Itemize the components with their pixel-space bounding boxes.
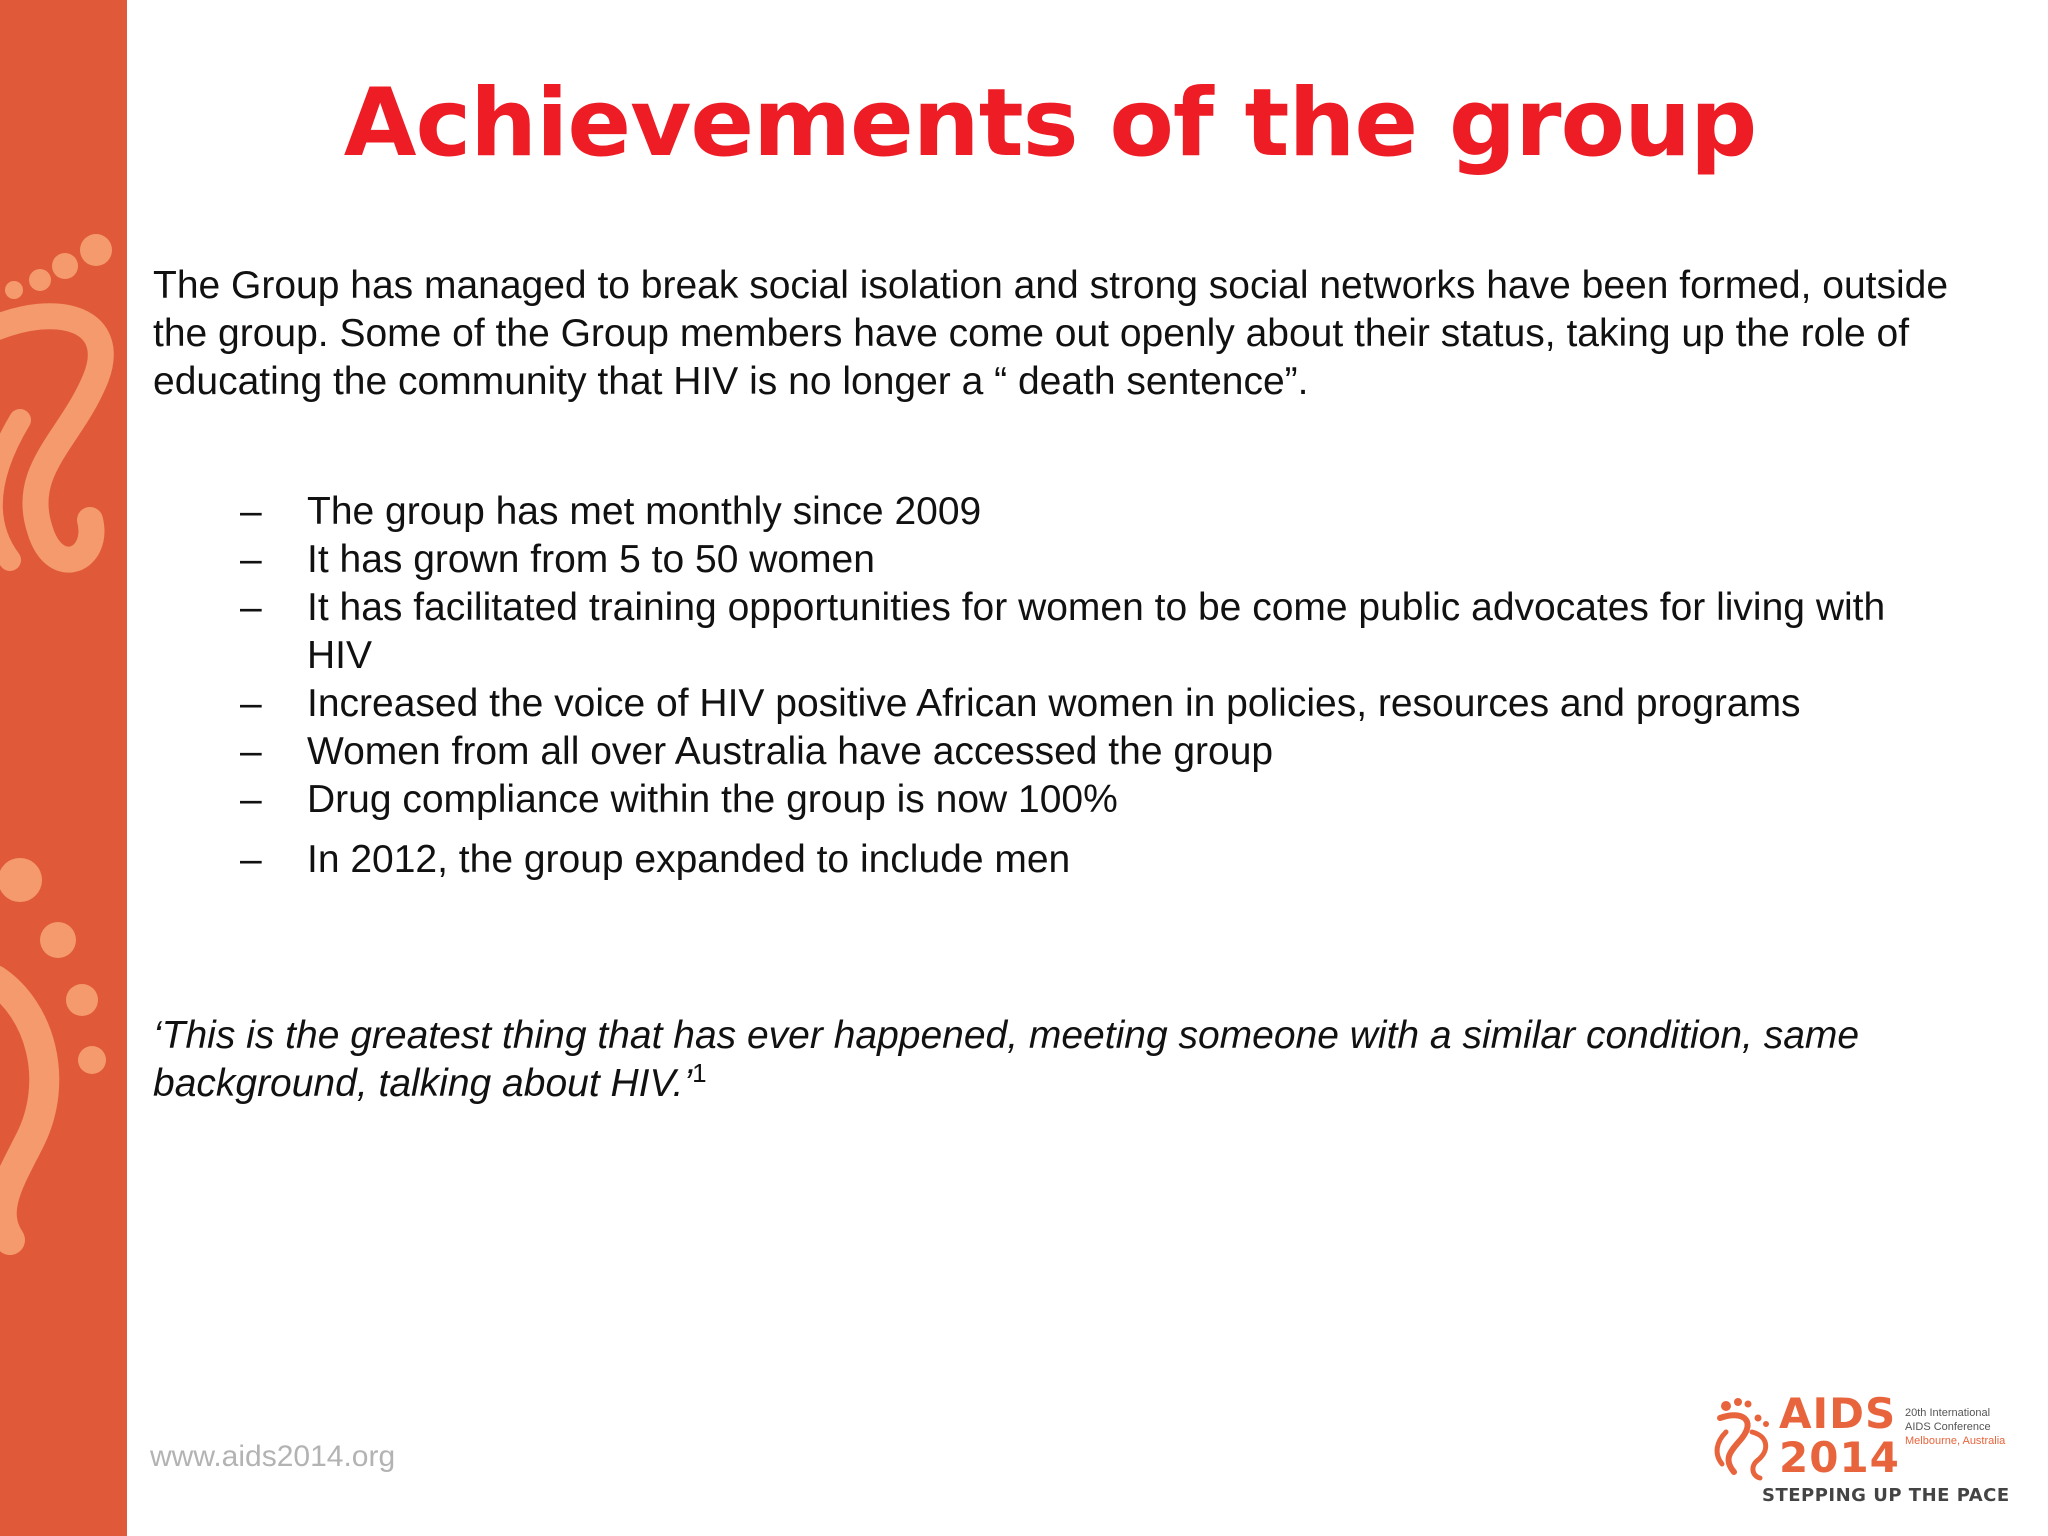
list-item <box>240 836 1960 884</box>
side-band <box>0 0 127 1536</box>
bullet-dash: – <box>240 538 262 581</box>
list-item-text: The group has met monthly since 2009 <box>307 490 982 533</box>
achievements-list <box>240 488 1960 884</box>
logo-word-aids: AIDS <box>1779 1389 1897 1438</box>
bullet-dash: – <box>240 838 262 881</box>
bullet-dash: – <box>240 490 262 533</box>
list-item-text: Drug compliance within the group is now 100% <box>307 778 1118 821</box>
intro-paragraph: The Group has managed to break social isolation and strong social networks have been formed, outside the group. Some of the Group members have come out openly about their status, taking up the role of educating the community that HIV is no longer a “ death sentence”. <box>153 264 1949 403</box>
testimonial-quote <box>153 1012 1973 1108</box>
bullet-dash: – <box>240 778 262 821</box>
list-item-text: It has facilitated training opportunities for women to be come public advocates for living with HIV <box>307 586 1886 677</box>
footprint-logo-icon <box>1712 1398 1774 1482</box>
logo-tagline: STEPPING UP THE PACE <box>1762 1485 2010 1506</box>
list-item <box>240 680 1960 728</box>
logo-conference-line: Melbourne, Australia <box>1905 1435 2006 1447</box>
footnote-marker: 1 <box>692 1058 707 1088</box>
list-item-text: In 2012, the group expanded to include men <box>307 838 1071 881</box>
list-item <box>240 584 1960 680</box>
list-item-text: Increased the voice of HIV positive African women in policies, resources and programs <box>307 682 1801 725</box>
bullet-dash: – <box>240 730 262 773</box>
list-item-text: It has grown from 5 to 50 women <box>307 538 875 581</box>
logo-word-year: 2014 <box>1779 1433 1900 1482</box>
list-item-text: Women from all over Australia have accessed the group <box>307 730 1274 773</box>
bullet-dash: – <box>240 586 262 629</box>
logo-conference-text <box>1905 1406 2015 1448</box>
quote-text: ‘This is the greatest thing that has ever happened, meeting someone with a similar condition, same background, talking about HIV.’ <box>153 1014 1860 1105</box>
list-item <box>240 728 1960 776</box>
aids2014-logo <box>1712 1390 2012 1510</box>
bullet-dash: – <box>240 682 262 725</box>
slide-title: Achievements of the group <box>343 69 1757 178</box>
footprint-decoration-icon <box>0 0 127 1536</box>
website-link[interactable]: www.aids2014.org <box>150 1440 396 1473</box>
logo-conference-line: AIDS Conference <box>1905 1421 1991 1433</box>
list-item <box>240 488 1960 536</box>
list-item <box>240 536 1960 584</box>
logo-conference-line: 20th International <box>1905 1407 1991 1419</box>
logo-wordmark <box>1779 1389 1900 1482</box>
list-item <box>240 776 1960 824</box>
